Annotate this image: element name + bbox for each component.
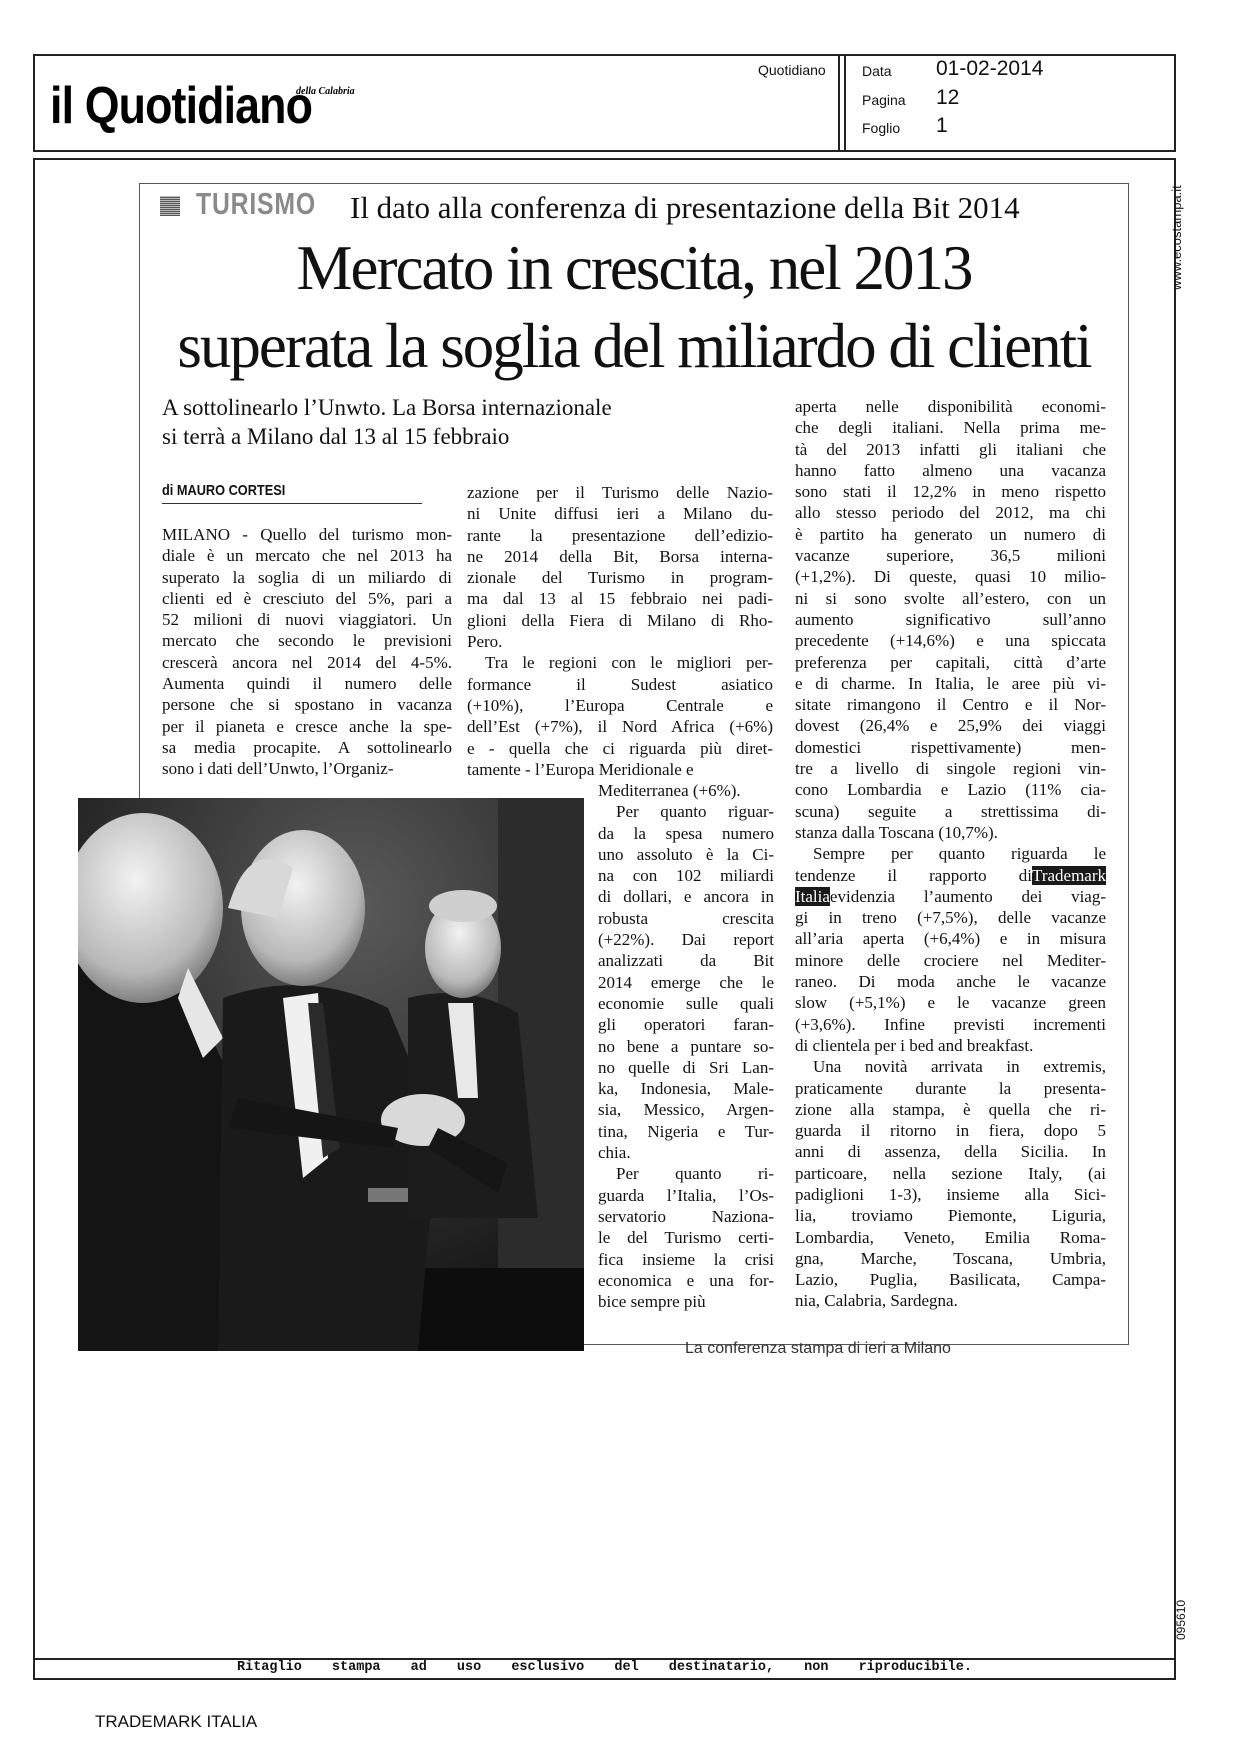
article-line: vacanze superiore, 36,5 milioni	[795, 546, 1106, 566]
article-line: MILANO - Quello del turismo mon-	[162, 525, 452, 544]
photo-image	[78, 798, 584, 1351]
article-line: sa media procapite. A sottolinearlo	[162, 737, 452, 757]
article-line: che degli italiani. Nella prima me-	[795, 418, 1106, 438]
article-line: diale è un mercato che nel 2013 ha	[162, 546, 452, 566]
page-label: Pagina	[862, 92, 906, 108]
article-line: dell’Est (+7%), il Nord Africa (+6%)	[467, 717, 773, 737]
date-label: Data	[862, 63, 892, 79]
article-line: economica e una for-	[598, 1270, 774, 1290]
article-line: na con 102 miliardi	[598, 866, 774, 886]
article-line: ka, Indonesia, Male-	[598, 1079, 774, 1099]
article-line: economie sulle quali	[598, 993, 774, 1013]
subheading-line-2: si terrà a Milano dal 13 al 15 febbraio	[162, 424, 510, 449]
date-value: 01-02-2014	[936, 57, 1044, 80]
article-line: precedente (+14,6%) e una spiccata	[795, 631, 1106, 651]
article-line: Aumenta quindi il numero delle	[162, 674, 452, 694]
article-line: minore delle crociere nel Mediter-	[795, 950, 1106, 970]
article-line: è partito ha generato un numero di	[795, 524, 1106, 544]
article-line: ni si sono svolte all’estero, con un	[795, 588, 1106, 608]
article-line: clienti ed è cresciuto del 5%, pari a	[162, 588, 452, 608]
article-line: padiglioni 1-3), insieme alla Sici-	[795, 1184, 1106, 1204]
article-line: per il pianeta e cresce anche la spe-	[162, 716, 452, 736]
article-line: no quelle di Sri Lan-	[598, 1057, 774, 1077]
article-line: superato la soglia di un miliardo di	[162, 567, 452, 587]
article-line: bice sempre più	[598, 1292, 706, 1312]
article-line: lia, troviamo Piemonte, Liguria,	[795, 1206, 1106, 1226]
photo-caption: La conferenza stampa di ieri a Milano	[685, 1340, 951, 1357]
article-line: e - quella che ci riguarda più diret-	[467, 738, 773, 758]
article-line: sono i dati dell’Unwto, l’Organiz-	[162, 759, 394, 779]
disclaimer: Ritaglio stampa ad uso esclusivo del destinatario, non riproducibile.	[237, 1660, 972, 1675]
article-line: robusta crescita	[598, 908, 774, 928]
source-type: Quotidiano	[758, 62, 826, 78]
article-line: particoare, nella sezione Italy, (ai	[795, 1163, 1106, 1183]
article-column-2	[467, 482, 773, 780]
article-line: tre a livello di singole regioni vin-	[795, 759, 1106, 779]
clipping-source: TRADEMARK ITALIA	[95, 1712, 258, 1731]
article-line: ni Unite diffusi ieri a Milano du-	[467, 504, 773, 524]
article-line: zione alla stampa, è quella che ri-	[795, 1099, 1106, 1119]
byline: di MAURO CORTESI	[162, 482, 286, 499]
article-line: ne 2014 della Bit, Borsa interna-	[467, 546, 773, 566]
article-line: gi in treno (+7,5%), delle vacanze	[795, 908, 1106, 928]
article-line: aumento significativo sull’anno	[795, 609, 1106, 629]
article-line: fica insieme la crisi	[598, 1249, 774, 1269]
article-line: Pero.	[467, 632, 503, 652]
article-line: crescerà ancora nel 2014 del 4-5%.	[162, 652, 452, 672]
masthead-logo	[50, 72, 370, 142]
article-line: glioni della Fiera di Milano di Rho-	[467, 610, 773, 630]
article-line: no bene a puntare so-	[598, 1036, 774, 1056]
article-line: aperta nelle disponibilità economi-	[795, 397, 1106, 416]
article-line: (+10%), l’Europa Centrale e	[467, 695, 773, 715]
article-line: Una novità arrivata in extremis,	[813, 1057, 1106, 1077]
logo-text: il Quotidiano	[50, 77, 313, 135]
article-line: guarda il ritorno in fiera, dopo 5	[795, 1121, 1106, 1141]
article-line: zionale del Turismo in program-	[467, 568, 773, 588]
article-column-3	[795, 396, 1106, 1312]
article-line: ma dal 13 al 15 febbraio nei padi-	[467, 589, 773, 609]
headline-line-2: superata la soglia del miliardo di clienti	[177, 311, 1091, 381]
article-line: sitate rimangono il Centro e il Nor-	[795, 695, 1106, 715]
article-line: gli operatori faran-	[598, 1015, 774, 1035]
article-column-1	[162, 524, 452, 780]
article-line: sono stati il 12,2% in meno rispetto	[795, 482, 1106, 502]
article-line: Per quanto riguar-	[616, 802, 774, 822]
article-line: guarda l’Italia, l’Os-	[598, 1185, 774, 1205]
byline-rule	[162, 503, 422, 504]
article-line: all’aria aperta (+6,4%) e in misura	[795, 929, 1106, 949]
article-line: stanza dalla Toscana (10,7%).	[795, 822, 998, 842]
article-line: rante la presentazione dell’edizio-	[467, 525, 773, 545]
article-line: sia, Messico, Argen-	[598, 1100, 774, 1120]
article-line: tamente - l’Europa Meridionale e	[467, 759, 694, 779]
article-line: (+22%). Dai report	[598, 930, 774, 950]
article-line: di dollari, e ancora in	[598, 887, 774, 907]
article-line: cono Lombardia e Lazio (11% cia-	[795, 780, 1106, 800]
highlighted-brand: Italia	[795, 886, 830, 906]
article-line: hanno fatto almeno una vacanza	[795, 460, 1106, 480]
article-line: Sempre per quanto riguarda le	[813, 844, 1106, 864]
article-line: di clientela per i bed and breakfast.	[795, 1035, 1034, 1055]
article-line: le del Turismo certi-	[598, 1228, 774, 1248]
article-line: tina, Nigeria e Tur-	[598, 1121, 774, 1141]
article-line: analizzati da Bit	[598, 951, 774, 971]
subheading-line-1: A sottolinearlo l’Unwto. La Borsa internazionale	[162, 395, 612, 420]
meta-separator	[838, 54, 846, 152]
article-line: allo stesso periodo del 2012, ma chi	[795, 503, 1106, 523]
article-line: persone che si spostano in vacanza	[162, 695, 452, 715]
sheet-value: 1	[936, 114, 948, 137]
headline-line-1: Mercato in crescita, nel 2013	[296, 233, 972, 303]
article-line: nia, Calabria, Sardegna.	[795, 1291, 958, 1311]
article-line: formance il Sudest asiatico	[467, 674, 773, 694]
article-line: scuna) seguite a strettissima di-	[795, 801, 1106, 821]
article-line: praticamente durante la presenta-	[795, 1078, 1106, 1098]
section-marker-icon	[160, 196, 180, 216]
page-value: 12	[936, 86, 960, 109]
section-label: TURISMO	[196, 186, 316, 221]
article-line: slow (+5,1%) e le vacanze green	[795, 993, 1106, 1013]
sheet-label: Foglio	[862, 120, 901, 136]
article-line: e di charme. In Italia, le aree più vi-	[795, 673, 1106, 693]
article-line: da la spesa numero	[598, 823, 774, 843]
article-line: zazione per il Turismo delle Nazio-	[467, 483, 773, 502]
article-line: (+1,2%). Di queste, quasi 10 milio-	[795, 567, 1106, 587]
article-line: (+3,6%). Infine previsti incrementi	[795, 1014, 1106, 1034]
article-line: dovest (26,4% e 25,9% dei viaggi	[795, 716, 1106, 736]
site-url: www.ecostampa.it	[1169, 185, 1184, 290]
article-line: tendenze il rapporto diTrademark	[795, 865, 1106, 885]
article-line: chia.	[598, 1143, 631, 1163]
article-line: Italiaevidenzia l’aumento dei viag-	[795, 886, 1106, 906]
article-line: uno assoluto è la Ci-	[598, 844, 774, 864]
article-line: raneo. Di moda anche le vacanze	[795, 972, 1106, 992]
article-line: anni di assenza, della Sicilia. In	[795, 1142, 1106, 1162]
page-code: 095610	[1174, 1599, 1188, 1640]
highlighted-brand: Trademark	[1032, 865, 1106, 885]
article-line: preferenza per capitali, città d’arte	[795, 652, 1106, 672]
kicker: Il dato alla conferenza di presentazione della Bit 2014	[350, 190, 1020, 225]
article-line: 2014 emerge che le	[598, 972, 774, 992]
article-line: gna, Marche, Toscana, Umbria,	[795, 1248, 1106, 1268]
article-line: mercato che secondo le previsioni	[162, 631, 452, 651]
article-line: Per quanto ri-	[616, 1164, 774, 1184]
article-line: Lombardia, Veneto, Emilia Roma-	[795, 1227, 1106, 1247]
conference-photo	[78, 798, 584, 1351]
article-line: domestici rispettivamente) men-	[795, 737, 1106, 757]
article-line: 52 milioni di nuovi viaggiatori. Un	[162, 610, 452, 630]
article-line: Lazio, Puglia, Basilicata, Campa-	[795, 1270, 1106, 1290]
article-line: Tra le regioni con le migliori per-	[485, 653, 773, 673]
article-line: servatorio Naziona-	[598, 1206, 774, 1226]
article-line: tà del 2013 infatti gli italiani che	[795, 439, 1106, 459]
article-column-2-continued	[598, 780, 774, 1312]
article-line: Mediterranea (+6%).	[598, 781, 741, 800]
logo-subtitle: della Calabria	[296, 86, 355, 97]
